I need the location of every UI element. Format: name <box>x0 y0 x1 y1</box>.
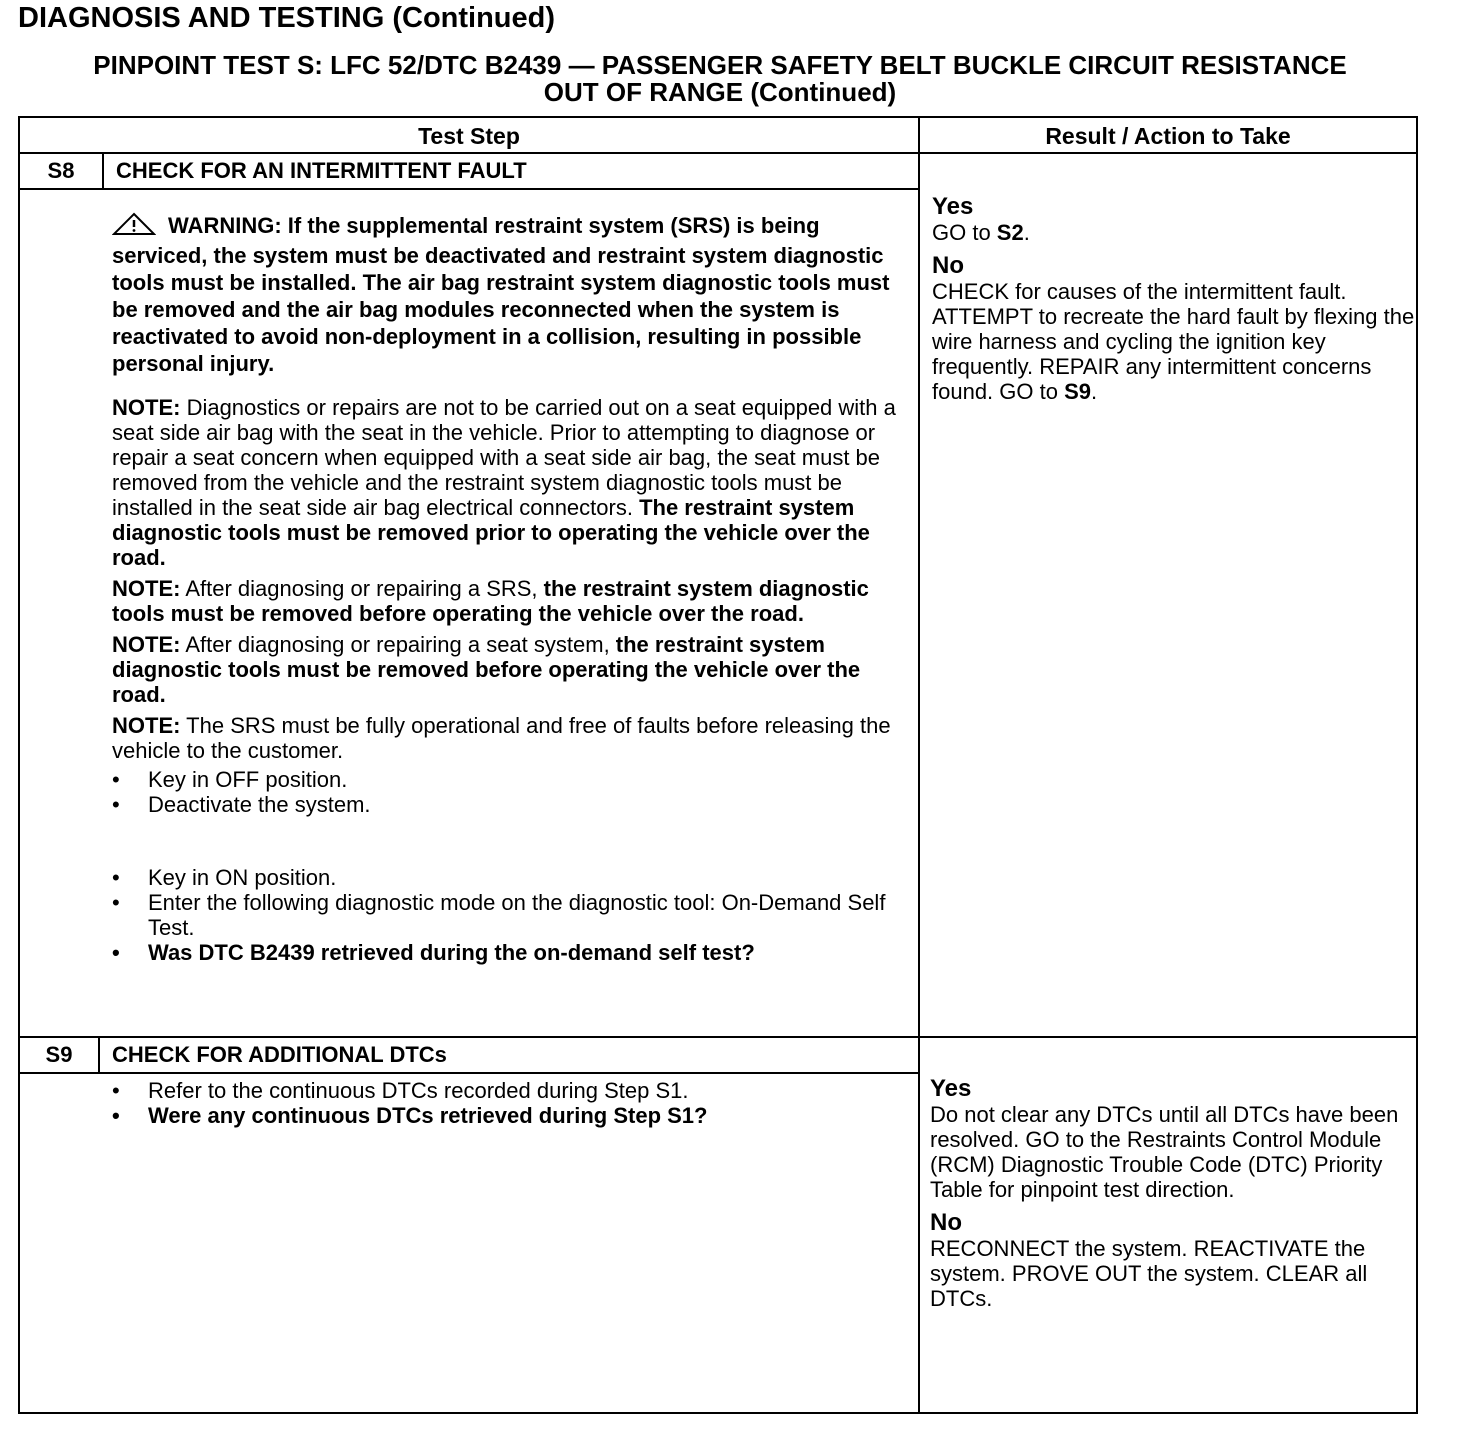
s9-number-divider <box>98 1036 100 1072</box>
note-3-text: After diagnosing or repairing a seat system, <box>180 632 616 657</box>
step-title-s9: CHECK FOR ADDITIONAL DTCs <box>112 1042 447 1067</box>
s9-yes-label: Yes <box>930 1075 972 1102</box>
col-header-result: Result / Action to Take <box>1045 123 1291 149</box>
note-2 <box>112 576 902 626</box>
s9-bullet-2: • Were any continuous DTCs retrieved during Step S1? <box>112 1103 902 1128</box>
header-divider <box>20 152 1416 154</box>
s8-yes-action <box>932 220 1416 245</box>
note-1-text: Diagnostics or repairs are not to be carried out on a seat equipped with a seat side air bag with the seat in the vehicle. Prior to attempting to diagnose or repair a seat concern when equipped with a seat side air bag, the seat must be removed from the vehicle and the restraint system diagnostic tools must be installed in the seat side air bag electrical connectors. <box>112 395 896 520</box>
note-2-bold: the restraint system diagnostic tools must be removed before operating the vehicle over the road. <box>112 576 869 626</box>
warning-text: WARNING: If the supplemental restraint system (SRS) is being serviced, the system must be deactivated and restraint system diagnostic tools must be installed. The air bag restraint system diagnostic tools must be removed and the air bag modules reconnected when the system is reactivated to avoid non-deployment in a collision, resulting in possible personal injury. <box>112 213 890 376</box>
page-title: DIAGNOSIS AND TESTING (Continued) <box>18 2 556 34</box>
col-header-test-step: Test Step <box>418 123 520 149</box>
s8-bullet-2: • Deactivate the system. <box>112 792 902 817</box>
s9-yes-text: Do not clear any DTCs until all DTCs have been resolved. GO to the Restraints Control Module (RCM) Diagnostic Trouble Code (DTC) Priority Table for pinpoint test direction. <box>930 1102 1399 1202</box>
s8-bullet-4: • Enter the following diagnostic mode on the diagnostic tool: On-Demand Self Test. <box>112 890 902 940</box>
s8-yes-step: S2 <box>996 220 1024 245</box>
s8-no-action <box>932 279 1416 404</box>
note-4 <box>112 713 902 763</box>
step-number-s9: S9 <box>45 1042 73 1067</box>
note-1-bold: The restraint system diagnostic tools must be removed prior to operating the vehicle over the road. <box>112 495 870 570</box>
note-4-label: NOTE: <box>112 713 181 738</box>
s8-yes-label: Yes <box>932 193 974 220</box>
note-4-text: The SRS must be fully operational and free of faults before releasing the vehicle to the customer. <box>112 713 891 763</box>
s9-no-text: RECONNECT the system. REACTIVATE the system. PROVE OUT the system. CLEAR all DTCs. <box>930 1236 1368 1311</box>
s8-no-text: CHECK for causes of the intermittent fault. ATTEMPT to recreate the hard fault by flexing the wire harness and cycling the ignition key frequently. REPAIR any intermittent concerns found. GO to <box>932 279 1415 404</box>
pinpoint-test-title-line1: PINPOINT TEST S: LFC 52/DTC B2439 — PASSENGER SAFETY BELT BUCKLE CIRCUIT RESISTANCE <box>93 50 1347 80</box>
step-number-s8: S8 <box>47 158 75 183</box>
s8-no-label: No <box>932 252 964 279</box>
note-3-bold: the restraint system diagnostic tools must be removed before operating the vehicle over the road. <box>112 632 861 707</box>
note-3-label: NOTE: <box>112 632 181 657</box>
s9-no-label: No <box>930 1209 962 1236</box>
pinpoint-test-title <box>22 52 1418 106</box>
s8-body <box>112 212 902 965</box>
column-divider <box>918 118 920 1414</box>
s8-no-step: S9 <box>1064 379 1091 404</box>
pinpoint-test-title-line2: OUT OF RANGE (Continued) <box>543 77 897 107</box>
note-3 <box>112 632 902 707</box>
note-2-text: After diagnosing or repairing a SRS, <box>180 576 544 601</box>
s8-result <box>932 194 1416 404</box>
s9-top-divider <box>20 1036 1416 1038</box>
note-1 <box>112 395 902 570</box>
s8-yes-end: . <box>1023 220 1030 245</box>
note-1-label: NOTE: <box>112 395 181 420</box>
s9-result <box>930 1076 1416 1311</box>
s9-body <box>112 1078 902 1128</box>
s9-title-divider <box>20 1072 918 1074</box>
pinpoint-test-table <box>18 116 1418 1414</box>
note-2-label: NOTE: <box>112 576 181 601</box>
s8-bullet-1: • Key in OFF position. <box>112 767 902 792</box>
warning-triangle-icon <box>112 212 156 242</box>
s8-yes-text: GO to <box>932 220 997 245</box>
warning-paragraph <box>112 212 902 377</box>
s9-bullet-1: • Refer to the continuous DTCs recorded during Step S1. <box>112 1078 902 1103</box>
step-title-s8: CHECK FOR AN INTERMITTENT FAULT <box>116 158 527 183</box>
s8-no-end: . <box>1091 379 1098 404</box>
s8-bullet-3: • Key in ON position. <box>112 865 902 890</box>
s8-title-divider <box>20 188 918 190</box>
s8-number-divider <box>102 152 104 188</box>
s8-bullet-5: • Was DTC B2439 retrieved during the on-demand self test? <box>112 940 902 965</box>
